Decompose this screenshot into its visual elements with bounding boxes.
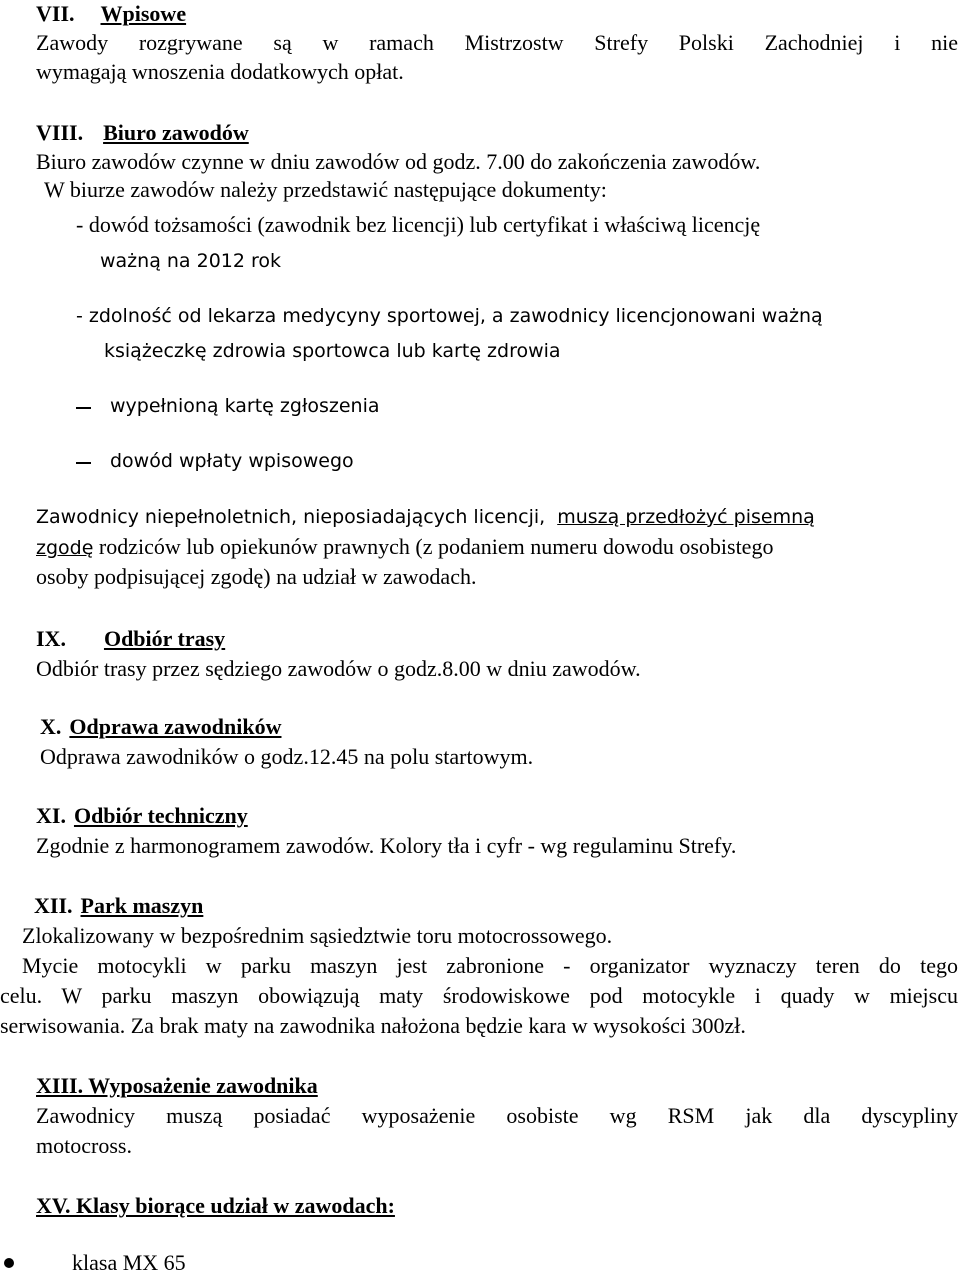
list-item: - dowód tożsamości (zawodnik bez licencji) lub certyfikat i właściwą licencję <box>76 212 761 237</box>
section-title: Odprawa zawodników <box>69 714 282 739</box>
paragraph-line: Biuro zawodów czynne w dniu zawodów od godz. 7.00 do zakończenia zawodów. <box>36 149 761 174</box>
paragraph-line: celu. W parku maszyn obowiązują maty środowiskowe pod motocykle i quady w miejscu <box>0 983 958 1008</box>
section-15-heading: XV. Klasy biorące udział w zawodach: <box>36 1193 395 1218</box>
paragraph-line: Odbiór trasy przez sędziego zawodów o godz.8.00 w dniu zawodów. <box>36 656 641 681</box>
list-item: wypełnioną kartę zgłoszenia <box>110 395 380 417</box>
underlined-text: muszą przedłożyć pisemną <box>557 506 815 528</box>
paragraph-line: Zawodnicy muszą posiadać wyposażenie osobiste wg RSM jak dla dyscypliny <box>36 1103 958 1128</box>
list-item-continuation: ważną na 2012 rok <box>100 250 282 272</box>
paragraph-line: motocross. <box>36 1133 132 1158</box>
text-run: Zawodnicy niepełnoletnich, nieposiadających licencji, <box>36 506 546 528</box>
section-title: Wpisowe <box>100 1 187 26</box>
section-number: VIII. <box>36 120 84 145</box>
dash-bullet-icon <box>76 407 91 409</box>
paragraph-line: W biurze zawodów należy przedstawić następujące dokumenty: <box>44 177 607 202</box>
dash-bullet-icon <box>76 462 91 464</box>
section-title: Odbiór techniczny <box>73 803 248 828</box>
section-12-heading <box>34 892 203 920</box>
section-number: XI. <box>36 803 66 828</box>
section-number: XII. <box>34 893 73 918</box>
paragraph-line <box>36 503 815 531</box>
bullet-icon <box>4 1258 14 1268</box>
section-10-heading <box>40 713 281 741</box>
list-item: dowód wpłaty wpisowego <box>110 450 354 472</box>
paragraph-line: Mycie motocykli w parku maszyn jest zabronione - organizator wyznaczy teren do tego <box>22 953 958 978</box>
list-item: klasa MX 65 <box>72 1250 186 1275</box>
section-7-heading <box>36 0 186 28</box>
section-13-heading: XIII. Wyposażenie zawodnika <box>36 1073 318 1098</box>
underlined-text: zgodę <box>36 537 94 559</box>
paragraph-line <box>36 533 958 562</box>
section-9-heading <box>36 625 225 653</box>
paragraph-line: Zgodnie z harmonogramem zawodów. Kolory tła i cyfr - wg regulaminu Strefy. <box>36 833 737 858</box>
section-8-heading <box>36 119 249 147</box>
section-number: X. <box>40 714 62 739</box>
section-number: IX. <box>36 626 66 651</box>
list-item-continuation: książeczkę zdrowia sportowca lub kartę zdrowia <box>104 340 561 362</box>
list-item: - zdolność od lekarza medycyny sportowej, a zawodnicy licencjonowani ważną <box>76 305 823 327</box>
paragraph-line: Zlokalizowany w bezpośrednim sąsiedztwie toru motocrossowego. <box>22 923 613 948</box>
section-11-heading <box>36 802 248 830</box>
section-title: Biuro zawodów <box>103 120 249 145</box>
section-number: VII. <box>36 1 75 26</box>
paragraph-line: Odprawa zawodników o godz.12.45 na polu startowym. <box>40 744 534 769</box>
text-run: rodziców lub opiekunów prawnych (z podaniem numeru dowodu osobistego <box>98 534 774 559</box>
paragraph-line: wymagają wnoszenia dodatkowych opłat. <box>36 59 404 84</box>
paragraph-line: osoby podpisującej zgodę) na udział w zawodach. <box>36 564 477 589</box>
section-title: Odbiór trasy <box>103 626 226 651</box>
section-title: Park maszyn <box>80 893 204 918</box>
paragraph-line: serwisowania. Za brak maty na zawodnika nałożona będzie kara w wysokości 300zł. <box>0 1013 746 1038</box>
paragraph-line: Zawody rozgrywane są w ramach Mistrzostw Strefy Polski Zachodniej i nie <box>36 30 958 55</box>
